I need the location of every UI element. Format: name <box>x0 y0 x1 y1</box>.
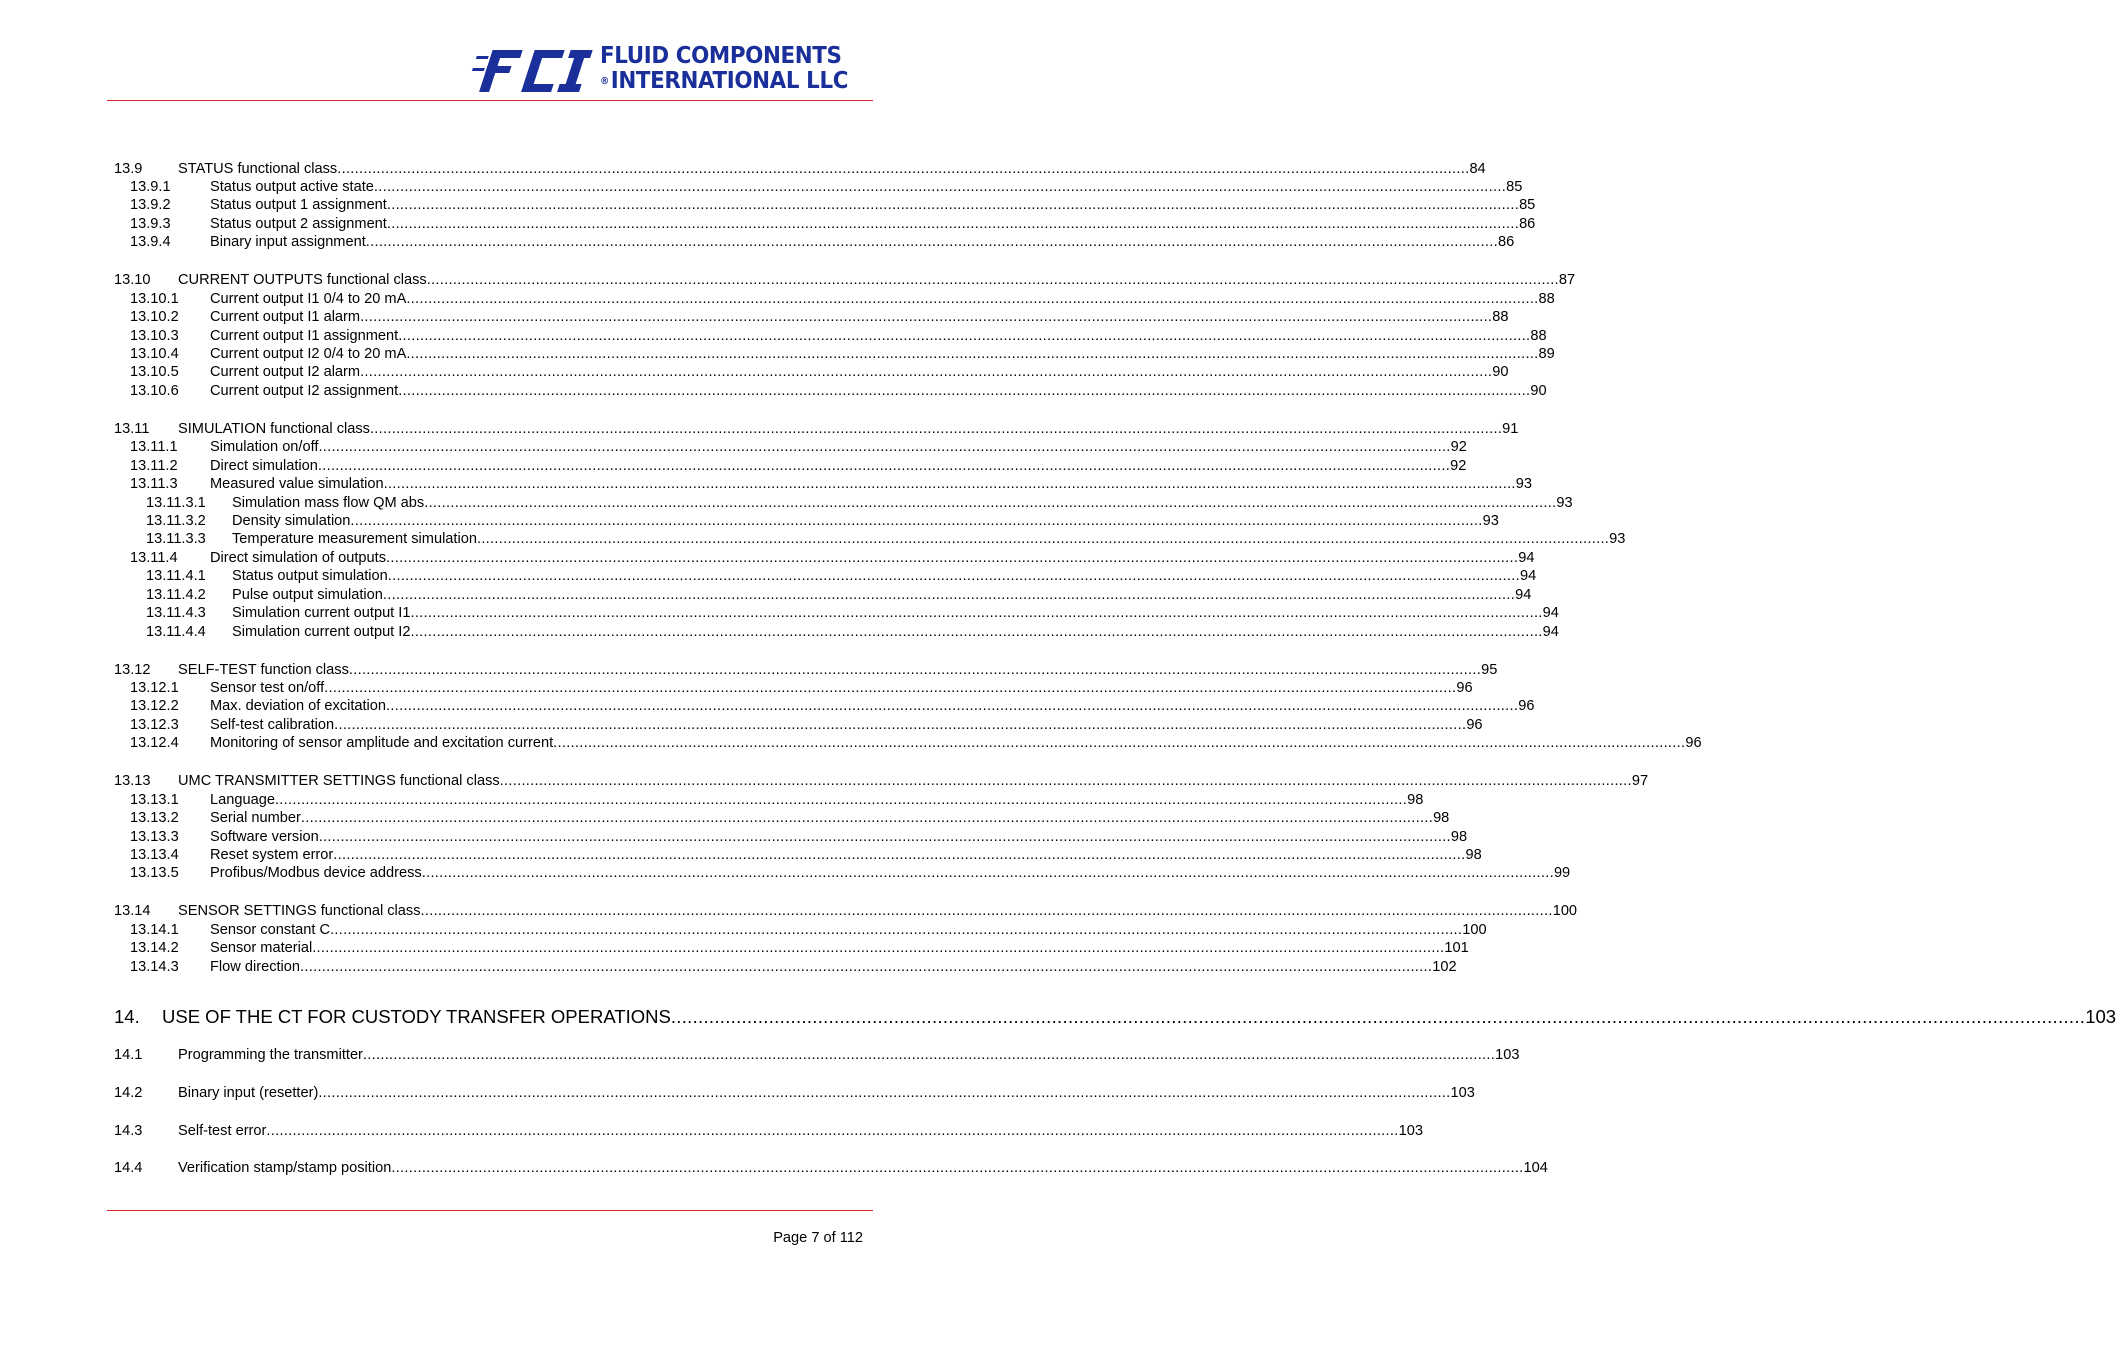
toc-entry-title: Binary input (resetter) <box>178 1085 319 1101</box>
toc-entry-title: Simulation on/off <box>210 439 319 455</box>
toc-dot-leader: .................................................................................................................................................................................................................................................................... <box>266 1123 1399 1139</box>
toc-entry-number: 13.11.1 <box>130 439 178 455</box>
toc-entry-title: Density simulation <box>232 513 351 529</box>
toc-entry-title: Profibus/Modbus device address <box>210 865 422 881</box>
toc-entry-number: 13.10.5 <box>130 364 179 380</box>
toc-entry-page: 92 <box>1450 458 1467 474</box>
toc-entry-title: Language <box>210 792 275 808</box>
toc-entry-title: Reset system error <box>210 847 334 863</box>
toc-dot-leader: .................................................................................................................................................................................................................................................................... <box>369 421 1503 437</box>
toc-entry-title: Current output I1 assignment <box>210 328 399 344</box>
toc-entry-title: Simulation current output I2 <box>232 624 411 640</box>
toc-entry-page: 94 <box>1515 587 1532 603</box>
toc-entry-number: 13.12.4 <box>130 735 179 751</box>
toc-entry-number: 14.3 <box>114 1123 143 1139</box>
toc-entry-page: 86 <box>1519 216 1536 232</box>
toc-entry-title: Pulse output simulation <box>232 587 383 603</box>
toc-dot-leader: .................................................................................................................................................................................................................................................................... <box>318 1085 1451 1101</box>
toc-dot-leader: .................................................................................................................................................................................................................................................................... <box>476 531 1610 547</box>
toc-entry-number: 13.11.3.3 <box>146 531 206 547</box>
toc-entry-title: Status output 2 assignment <box>210 216 387 232</box>
toc-entry-page: 101 <box>1444 940 1469 956</box>
toc-entry-page: 103 <box>1398 1123 1423 1139</box>
toc-dot-leader: .................................................................................................................................................................................................................................................................... <box>350 513 1483 529</box>
toc-entry-page: 86 <box>1497 234 1515 250</box>
toc-entry-title: Flow direction <box>210 959 301 975</box>
toc-entry-page: 99 <box>1553 865 1571 881</box>
toc-entry-title: Status output active state <box>210 179 374 195</box>
toc-entry-title: Sensor material <box>210 940 313 956</box>
toc-entry-number: 13.11.4.4 <box>146 624 206 640</box>
toc-entry-title: Simulation mass flow QM abs <box>232 495 425 511</box>
toc-entry-number: 13.13.1 <box>130 792 179 808</box>
toc-entry-page: 94 <box>1518 550 1535 566</box>
toc-entry-page: 85 <box>1519 197 1536 213</box>
toc-dot-leader: .................................................................................................................................................................................................................................................................... <box>391 1160 1524 1176</box>
toc-entry-number: 13.9.1 <box>130 179 171 195</box>
toc-entry-title: Current output I1 0/4 to 20 mA <box>210 291 407 307</box>
toc-dot-leader: .................................................................................................................................................................................................................................................................... <box>387 568 1520 584</box>
toc-entry-number: 13.14 <box>114 903 151 919</box>
toc-entry-title: Status output 1 assignment <box>210 197 387 213</box>
registered-mark: ® <box>600 76 609 87</box>
toc-entry-title: Software version <box>210 829 319 845</box>
toc-entry-number: 13.12.2 <box>130 698 179 714</box>
toc-dot-leader: .................................................................................................................................................................................................................................................................... <box>499 773 1632 789</box>
toc-entry-number: 13.11.2 <box>130 458 178 474</box>
toc-entry-title: Current output I1 alarm <box>210 309 361 325</box>
toc-entry-title: Direct simulation of outputs <box>210 550 387 566</box>
toc-dot-leader: .................................................................................................................................................................................................................................................................... <box>386 197 1520 213</box>
toc-dot-leader: .................................................................................................................................................................................................................................................................... <box>360 364 1493 380</box>
company-logo <box>472 44 864 96</box>
toc-entry-number: 13.10.4 <box>130 346 179 362</box>
toc-entry-page: 91 <box>1502 421 1519 437</box>
toc-entry-page: 103 <box>1495 1047 1520 1063</box>
toc-entry-number: 13.10.1 <box>130 291 179 307</box>
toc-entry-page: 94 <box>1519 568 1537 584</box>
toc-entry-title: Current output I2 0/4 to 20 mA <box>210 346 407 362</box>
toc-entry-number: 13.10 <box>114 272 151 288</box>
toc-entry-title: CURRENT OUTPUTS functional class <box>178 272 427 288</box>
toc-entry-number: 13.14.3 <box>130 959 179 975</box>
toc-dot-leader: .................................................................................................................................................................................................................................................................... <box>330 922 1463 938</box>
toc-entry-page: 93 <box>1556 495 1573 511</box>
toc-entry-number: 13.14.2 <box>130 940 179 956</box>
logo-line-1: FLUID COMPONENTS <box>600 43 842 69</box>
toc-entry-title: Verification stamp/stamp position <box>178 1160 392 1176</box>
toc-entry-number: 13.11.4.2 <box>146 587 206 603</box>
toc-entry-number: 13.13.5 <box>130 865 179 881</box>
toc-dot-leader: .................................................................................................................................................................................................................................................................... <box>333 847 1466 863</box>
page-number: Page 7 of 112 <box>773 1230 863 1246</box>
toc-entry-page: 87 <box>1558 272 1576 288</box>
toc-entry-title: Max. deviation of excitation <box>210 698 387 714</box>
toc-entry-number: 13.12 <box>114 662 151 678</box>
toc-dot-leader: .................................................................................................................................................................................................................................................................... <box>383 476 1516 492</box>
toc-entry-title: Sensor test on/off <box>210 680 325 696</box>
toc-entry-page: 90 <box>1530 383 1547 399</box>
toc-entry-number: 13.11.3.2 <box>146 513 206 529</box>
toc-entry-number: 13.10.6 <box>130 383 179 399</box>
toc-entry-title: SENSOR SETTINGS functional class <box>178 903 421 919</box>
header-divider <box>107 100 873 101</box>
toc-dot-leader: .................................................................................................................................................................................................................................................................... <box>337 161 1470 177</box>
toc-entry-page: 96 <box>1685 735 1702 751</box>
toc-entry-number: 13.9.3 <box>130 216 171 232</box>
toc-entry-page: 100 <box>1552 903 1578 919</box>
toc-entry-page: 94 <box>1542 624 1559 640</box>
toc-dot-leader: .................................................................................................................................................................................................................................................................... <box>373 179 1507 195</box>
toc-entry-title: Monitoring of sensor amplitude and excitation current <box>210 735 554 751</box>
toc-entry-title: STATUS functional class <box>178 161 338 177</box>
toc-entry-page: 100 <box>1462 922 1487 938</box>
toc-entry-number: 13.13.3 <box>130 829 179 845</box>
toc-entry-number: 14.1 <box>114 1047 143 1063</box>
toc-entry-page: 96 <box>1518 698 1535 714</box>
toc-entry-number: 13.11.4.3 <box>146 605 206 621</box>
toc-entry-page: 103 <box>2085 1006 2116 1027</box>
toc-dot-leader: .................................................................................................................................................................................................................................................................... <box>318 439 1451 455</box>
toc-entry-page: 97 <box>1631 773 1649 789</box>
toc-entry-title: Status output simulation <box>232 568 388 584</box>
toc-entry-number: 14.2 <box>114 1085 143 1101</box>
toc-entry-title: USE OF THE CT FOR CUSTODY TRANSFER OPERATIONS <box>162 1006 671 1027</box>
toc-entry-title: SIMULATION functional class <box>178 421 370 437</box>
toc-entry-number: 14.4 <box>114 1160 143 1176</box>
toc-entry-page: 84 <box>1469 161 1486 177</box>
toc-dot-leader: .................................................................................................................................................................................................................................................................... <box>426 272 1559 288</box>
toc-entry-page: 93 <box>1482 513 1499 529</box>
toc-entry-number: 13.11.3.1 <box>146 495 206 511</box>
toc-entry-number: 13.14.1 <box>130 922 179 938</box>
toc-entry-number: 13.11.4.1 <box>146 568 206 584</box>
toc-entry-number: 13.13.2 <box>130 810 179 826</box>
toc-entry-number: 14. <box>114 1006 140 1027</box>
toc-entry-title: Self-test error <box>178 1123 267 1139</box>
toc-entry-title: UMC TRANSMITTER SETTINGS functional class <box>178 773 500 789</box>
toc-entry-number: 13.11 <box>114 421 150 437</box>
toc-entry-number: 13.11.4 <box>130 550 178 566</box>
toc-dot-leader: .................................................................................................................................................................................................................................................................... <box>274 792 1408 808</box>
footer-divider <box>107 1210 873 1211</box>
toc-entry-page: 94 <box>1542 605 1559 621</box>
toc-dot-leader: .................................................................................................................................................................................................................................................................... <box>300 810 1434 826</box>
toc-entry-title: Programming the transmitter <box>178 1047 363 1063</box>
toc-entry-page: 102 <box>1432 959 1457 975</box>
toc-entry-title: Simulation current output I1 <box>232 605 411 621</box>
toc-entry-page: 88 <box>1530 328 1547 344</box>
toc-entry-page: 104 <box>1523 1160 1548 1176</box>
toc-dot-leader: .................................................................................................................................................................................................................................................................... <box>421 865 1554 881</box>
toc-dot-leader: .................................................................................................................................................................................................................................................................... <box>365 234 1498 250</box>
toc-entry-number: 13.13.4 <box>130 847 179 863</box>
toc-entry-page: 96 <box>1456 680 1473 696</box>
toc-dot-leader: .................................................................................................................................................................................................................................................................... <box>317 458 1451 474</box>
toc-dot-leader: .................................................................................................................................................................................................................................................................... <box>362 1047 1496 1063</box>
fci-logo-mark <box>472 46 598 94</box>
toc-dot-leader: .................................................................................................................................................................................................................................................................... <box>312 940 1445 956</box>
toc-entry-page: 93 <box>1515 476 1533 492</box>
toc-entry-title: Current output I2 alarm <box>210 364 361 380</box>
toc-dot-leader: .................................................................................................................................................................................................................................................................... <box>553 735 1686 751</box>
toc-dot-leader: .................................................................................................................................................................................................................................................................... <box>670 1006 2086 1027</box>
toc-dot-leader: .................................................................................................................................................................................................................................................................... <box>318 829 1451 845</box>
toc-entry-page: 98 <box>1465 847 1482 863</box>
toc-entry-page: 103 <box>1450 1085 1475 1101</box>
toc-entry-number: 13.9.2 <box>130 197 171 213</box>
toc-entry-title: Measured value simulation <box>210 476 384 492</box>
toc-entry-title: Binary input assignment <box>210 234 366 250</box>
toc-dot-leader: .................................................................................................................................................................................................................................................................... <box>324 680 1457 696</box>
toc-dot-leader: .................................................................................................................................................................................................................................................................... <box>360 309 1493 325</box>
toc-entry-number: 13.12.1 <box>130 680 179 696</box>
toc-dot-leader: .................................................................................................................................................................................................................................................................... <box>386 216 1520 232</box>
toc-entry-page: 92 <box>1450 439 1467 455</box>
toc-dot-leader: .................................................................................................................................................................................................................................................................... <box>300 959 1433 975</box>
toc-dot-leader: .................................................................................................................................................................................................................................................................... <box>386 698 1519 714</box>
toc-entry-number: 13.9 <box>114 161 143 177</box>
toc-dot-leader: .................................................................................................................................................................................................................................................................... <box>386 550 1519 566</box>
toc-entry-page: 93 <box>1609 531 1626 547</box>
toc-entry-number: 13.10.2 <box>130 309 179 325</box>
toc-entry-page: 90 <box>1492 364 1509 380</box>
toc-entry-title: Current output I2 assignment <box>210 383 399 399</box>
toc-dot-leader: .................................................................................................................................................................................................................................................................... <box>398 328 1531 344</box>
toc-entry-number: 13.9.4 <box>130 234 171 250</box>
logo-line-2: ®INTERNATIONAL LLC <box>600 68 849 94</box>
toc-entry-title: Temperature measurement simulation <box>232 531 477 547</box>
toc-entry-page: 88 <box>1538 291 1555 307</box>
toc-entry-page: 98 <box>1433 810 1450 826</box>
toc-entry-number: 13.10.3 <box>130 328 179 344</box>
toc-entry-page: 88 <box>1492 309 1509 325</box>
toc-dot-leader: .................................................................................................................................................................................................................................................................... <box>420 903 1553 919</box>
toc-dot-leader: .................................................................................................................................................................................................................................................................... <box>406 346 1539 362</box>
toc-entry-title: Direct simulation <box>210 458 318 474</box>
toc-entry-number: 13.12.3 <box>130 717 179 733</box>
toc-entry-page: 96 <box>1466 717 1483 733</box>
toc-entry-page: 98 <box>1450 829 1468 845</box>
toc-entry-page: 98 <box>1407 792 1424 808</box>
toc-entry-number: 13.11.3 <box>130 476 178 492</box>
toc-entry-title: Serial number <box>210 810 301 826</box>
toc-entry-page: 89 <box>1538 346 1555 362</box>
toc-entry-page: 95 <box>1481 662 1498 678</box>
toc-dot-leader: .................................................................................................................................................................................................................................................................... <box>410 624 1543 640</box>
toc-entry-title: SELF-TEST function class <box>178 662 349 678</box>
toc-dot-leader: .................................................................................................................................................................................................................................................................... <box>398 383 1531 399</box>
company-name <box>600 44 848 94</box>
toc-dot-leader: .................................................................................................................................................................................................................................................................... <box>382 587 1516 603</box>
toc-entry-title: Sensor constant C <box>210 922 331 938</box>
toc-dot-leader: .................................................................................................................................................................................................................................................................... <box>406 291 1539 307</box>
toc-dot-leader: .................................................................................................................................................................................................................................................................... <box>410 605 1543 621</box>
toc-dot-leader: .................................................................................................................................................................................................................................................................... <box>424 495 1557 511</box>
toc-entry-page: 85 <box>1506 179 1523 195</box>
toc-dot-leader: .................................................................................................................................................................................................................................................................... <box>348 662 1482 678</box>
toc-dot-leader: .................................................................................................................................................................................................................................................................... <box>334 717 1467 733</box>
toc-entry-number: 13.13 <box>114 773 151 789</box>
toc-entry-title: Self-test calibration <box>210 717 335 733</box>
